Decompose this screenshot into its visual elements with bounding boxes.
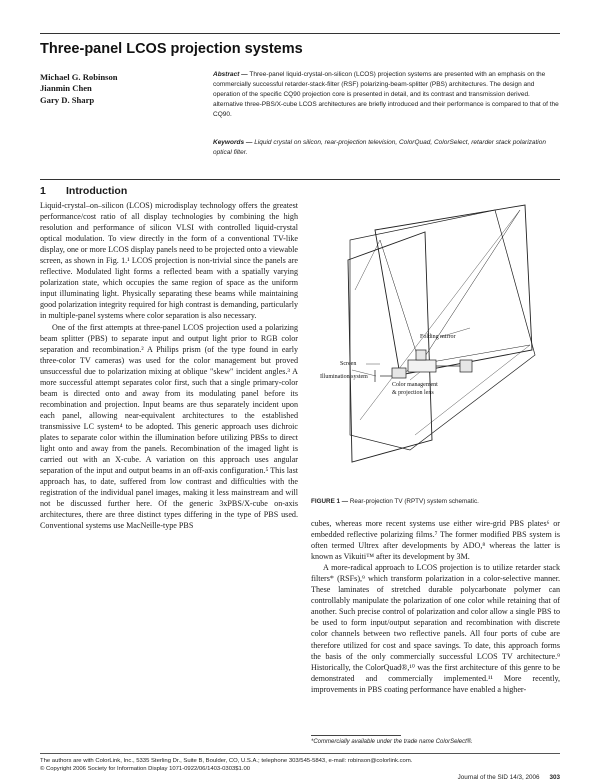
abstract-label: Abstract — (213, 71, 248, 78)
copyright-note: © Copyright 2006 Society for Information Display 1071-0922/06/1403-0303$1.00 (40, 766, 250, 772)
paragraph: One of the first attempts at three-panel LCOS projection used a polarizing beam splitter (PBS) to separate input and output light prior to RGB color separation and recombination.² A Philips prism (of the type found in early three-color TV cameras) was used for the color management but proved unsuccessful due to polarization mixing at oblique "skew" incident angles.³ A more successful attempt separates color first, such that a single primary-color beam is directed onto and away from its modulating panel before its recombination and projection. Input beams are thus separately incident upon each panel, allowing near-equivalent architectures to the established transmissive LC system⁴ to be adopted. This generic approach uses dichroic plates to separate color within the illumination before utilizing PBSs to direct light onto and away from the panels. Recombination of the imaged light is carried out with an X-cube. A variation on this approach uses angular separation of the input and output beams in an off-axis configuration.⁵ This last approach has, to date, suffered from low contrast and difficulties with the registration of the individual panel images, making it less mainstream and will not be discussed further here. Of the generic 3xPBS/X-cube on-axis architectures, there are three distinct types differing in the type of PBS used. Conventional systems use MacNeille-type PBS (40, 322, 298, 531)
section-rule (40, 179, 560, 180)
section-title: Introduction (66, 185, 128, 197)
body-column-right (311, 518, 560, 695)
keywords-label: Keywords — (213, 139, 253, 146)
section-number: 1 (40, 185, 46, 197)
body-column-left (40, 200, 298, 531)
projection-engine (408, 360, 436, 372)
top-rule (40, 33, 560, 34)
author-list (40, 72, 200, 106)
label-color-management: Color management (392, 382, 438, 388)
footnote: *Commercially available under the trade name ColorSelect®. (311, 739, 473, 745)
figure-1 (320, 200, 550, 492)
bottom-rule (40, 753, 560, 754)
author-name: Gary D. Sharp (40, 94, 95, 105)
author-name: Jianmin Chen (40, 83, 92, 94)
abstract (213, 70, 560, 120)
bottom-notes (40, 757, 560, 773)
paragraph: Liquid-crystal–on–silicon (LCOS) microdisplay technology offers the greatest performance/cost ratio of all display technologies by combining the high resolution and performance of silicon VLSI with controlled liquid-crystal optical modulation. To view directly in the form of a conventional TV-like display, one or more LCOS display panels need to be projected onto a viewable screen, as shown in Fig. 1.¹ LCOS projection is non-trivial since the panels are reflective. Modulated light forms a reflected beam with a spatially varying polarization state, which occupies the same region of space as the uniform input illuminating light. Physically separating these beams while maintaining good polarization integrity required for high contrast is demanding, particularly in multiple-panel systems where color separation is also necessary. (40, 201, 298, 321)
paragraph: A more-radical approach to LCOS projection is to utilize retarder stack filters* (RSFs),⁹ which transform polarization in a color-selective manner. These laminates of stretched durable polycarbonate polymer can controllably manipulate the polarization of one color while retaining that of another. Such precise control of polarization and color allow a single PBS to be used to form input/output separation and recombination with discrete color channels between two reflective panels. All four ports of cube are therefore utilized for cost and space savings. To date, this approach forms the basis of the only commercially successful LCOS TV architecture.⁹ Historically, the ColorQuad®,¹⁰ was the first architecture of this genre to be demonstrated and commercially implemented.¹¹ More recently, improvements in PBS coating performance have enabled a higher- (311, 563, 560, 694)
keywords-text: Liquid crystal on silicon, rear-projection television, ColorQuad, ColorSelect, retarder stack polarization optical filter. (213, 139, 546, 156)
screen (348, 232, 432, 462)
rptv-schematic (320, 200, 550, 492)
keywords (213, 138, 560, 157)
footnote-rule (311, 735, 401, 736)
label-screen: Screen (340, 361, 357, 367)
caption-label: FIGURE 1 — (311, 498, 349, 505)
page-number: 303 (549, 774, 560, 781)
section-heading (40, 185, 127, 197)
label-projection-lens: & projection lens (392, 390, 434, 396)
paragraph: cubes, whereas more recent systems use either wire-grid PBS plates⁶ or embedded reflective polarizing films.⁷ The former modified PBS system is often termed Ultrex after developments by ADO,⁸ whereas the latter is known as Vikuiti™ after its development by 3M. (311, 519, 560, 562)
affiliation-note: The authors are with ColorLink, Inc., 5335 Sterling Dr., Suite B, Boulder, CO, U.S.A.; telephone 303/545-5843, e-mail: robinson@colorlink.com. (40, 758, 413, 764)
article-title: Three-panel LCOS projection systems (40, 41, 303, 57)
folding-mirror (375, 205, 532, 375)
label-folding-mirror: Folding mirror (420, 334, 456, 340)
journal-name: Journal of the SID 14/3, 2006 (457, 774, 540, 781)
abstract-text: Three-panel liquid-crystal-on-silicon (LCOS) projection systems are presented with an emphasis on the commercially successful retarder-stack-filter (RSF) polarizing-beam-splitter (PBS) architectures. The design and operation of the specific CQ90 projection core is presented in detail, and its contrast and transmission derived. alternative three-PBS/X-cube LCOS architectures are briefly introduced and their performance is compared to that of the CQ90. (213, 71, 559, 119)
author-name: Michael G. Robinson (40, 72, 118, 82)
running-footer (458, 774, 560, 781)
caption-text: Rear-projection TV (RPTV) system schematic. (349, 498, 479, 505)
figure-caption (311, 498, 560, 505)
label-illumination-system: Illumination system (320, 374, 368, 380)
